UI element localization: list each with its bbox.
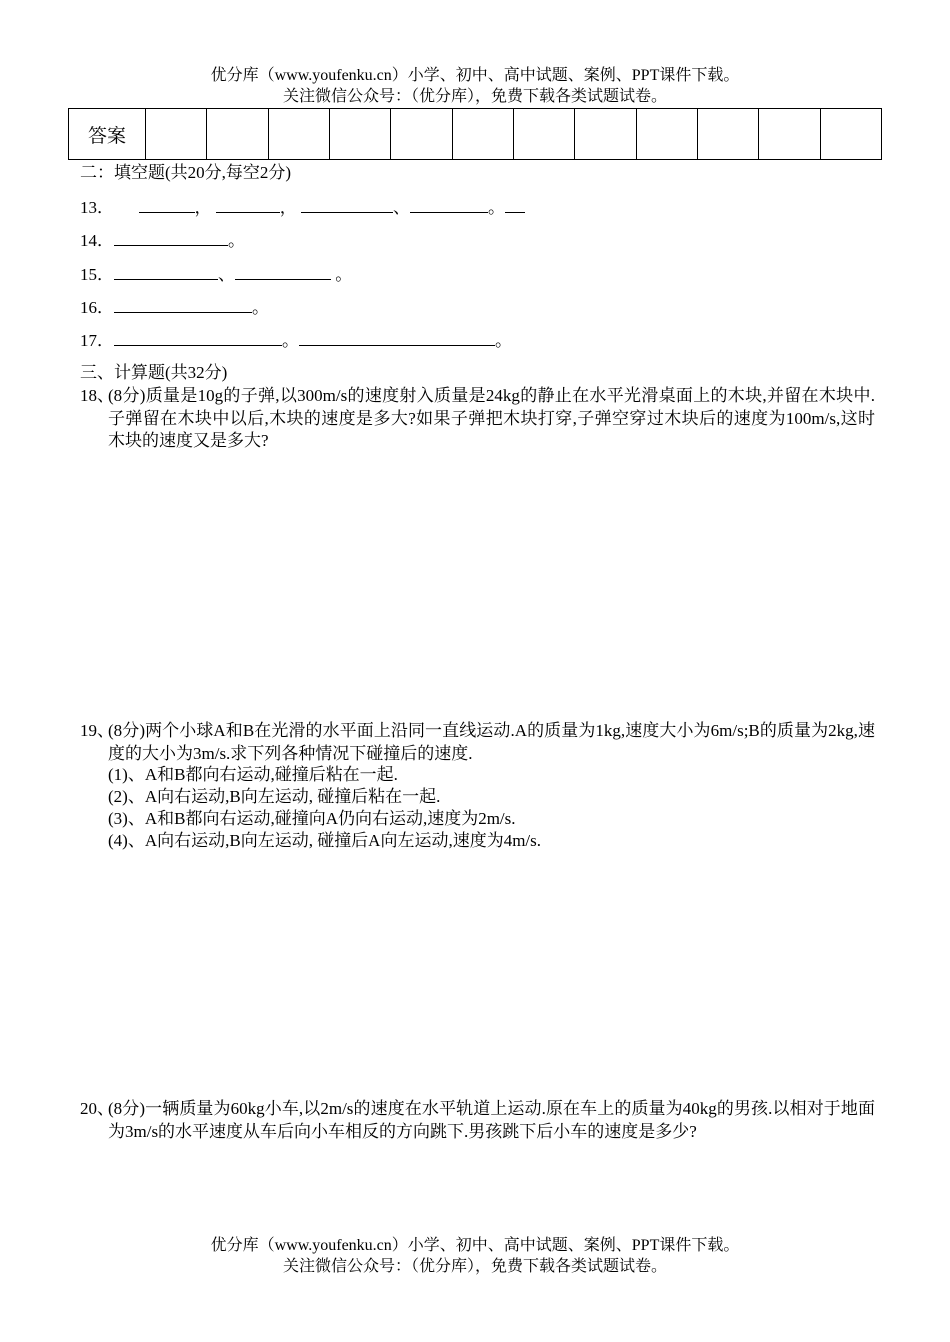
q17-blank-1[interactable] — [114, 329, 282, 346]
q13-blank-2[interactable] — [216, 196, 280, 213]
q13-blank-1[interactable] — [139, 196, 195, 213]
q19-item: (2)、A向右运动,B向左运动, 碰撞后粘在一起. — [108, 787, 441, 806]
q14-blank[interactable] — [114, 229, 228, 246]
q13-number: 13． — [80, 198, 114, 217]
q13-blank-3[interactable] — [301, 196, 393, 213]
answer-cell[interactable] — [391, 109, 452, 160]
q19-item: (3)、A和B都向右运动,碰撞向A仍向右运动,速度为2m/s. — [108, 809, 516, 828]
q15-number: 15． — [80, 265, 114, 284]
section3-title: 三、计算题(共32分) — [80, 363, 228, 382]
page-header-line1: 优分库（www.youfenku.cn）小学、初中、高中试题、案例、PPT课件下载。 — [210, 67, 740, 84]
question-14 — [80, 229, 245, 252]
q19-text: (8分)两个小球A和B在光滑的水平面上沿同一直线运动.A的质量为1kg,速度大小为6m/s;B的质量为2kg,速度的大小为3m/s.求下列各种情况下碰撞后的速度. — [108, 721, 875, 763]
q16-blank[interactable] — [114, 296, 252, 313]
q19-item: (1)、A和B都向右运动,碰撞后粘在一起. — [108, 765, 398, 784]
answer-cell[interactable] — [513, 109, 574, 160]
q15-sep: 、 — [218, 265, 235, 284]
question-16 — [80, 296, 269, 319]
q17-mid: 。 — [282, 331, 299, 350]
q17-end: 。 — [495, 331, 512, 350]
answer-cell[interactable] — [697, 109, 758, 160]
q13-sep2: ， — [279, 198, 297, 217]
q18-number: 18、 — [80, 386, 114, 405]
q17-blank-2[interactable] — [299, 329, 495, 346]
answer-table-row — [69, 109, 882, 160]
q20-number: 20、 — [80, 1099, 114, 1118]
q20-text: (8分)一辆质量为60kg小车,以2m/s的速度在水平轨道上运动.原在车上的质量为40kg的男孩.以相对于地面为3m/s的水平速度从车后向小车相反的方向跳下.男孩跳下后小车的速度是多少? — [108, 1099, 875, 1141]
section2-title: 二：填空题(共20分,每空2分) — [80, 163, 292, 182]
q19-item: (4)、A向右运动,B向左运动, 碰撞后A向左运动,速度为4m/s. — [108, 831, 542, 850]
q15-end: 。 — [335, 265, 353, 284]
question-19 — [80, 720, 875, 765]
q18-text: (8分)质量是10g的子弹,以300m/s的速度射入质量是24kg的静止在水平光滑桌面上的木块,并留在木块中.子弹留在木块中以后,木块的速度是多大?如果子弹把木块打穿,子弹空穿过木块后的速度为100m/s,这时木块的速度又是多大? — [108, 386, 875, 450]
answer-cell[interactable] — [146, 109, 207, 160]
answer-cell[interactable] — [329, 109, 390, 160]
q15-blank-2[interactable] — [235, 263, 331, 280]
answer-cell[interactable] — [207, 109, 268, 160]
question-13 — [80, 196, 525, 219]
q13-end: 。 — [488, 198, 505, 217]
question-18 — [80, 385, 875, 453]
page-header-line2: 关注微信公众号：（优分库），免费下载各类试题试卷。 — [282, 88, 667, 105]
question-15 — [80, 263, 352, 286]
q16-end: 。 — [252, 298, 269, 317]
page-footer-line1: 优分库（www.youfenku.cn）小学、初中、高中试题、案例、PPT课件下载。 — [210, 1237, 740, 1254]
answer-cell[interactable] — [636, 109, 697, 160]
answer-cell[interactable] — [575, 109, 636, 160]
answer-cell[interactable] — [820, 109, 881, 160]
answer-table — [68, 108, 882, 160]
q14-end: 。 — [228, 231, 245, 250]
question-20 — [80, 1098, 875, 1143]
q14-number: 14． — [80, 231, 114, 250]
q13-sep1: ， — [194, 198, 212, 217]
q15-blank-1[interactable] — [114, 263, 218, 280]
answer-label: 答案 — [69, 109, 146, 160]
answer-cell[interactable] — [452, 109, 513, 160]
q13-blank-4[interactable] — [410, 196, 488, 213]
q19-number: 19、 — [80, 721, 114, 740]
q16-number: 16． — [80, 298, 114, 317]
page-footer-line2: 关注微信公众号：（优分库），免费下载各类试题试卷。 — [282, 1258, 667, 1275]
q17-number: 17． — [80, 331, 114, 350]
q13-sep3: 、 — [393, 198, 410, 217]
answer-cell[interactable] — [268, 109, 329, 160]
q13-blank-5[interactable] — [505, 196, 525, 213]
answer-cell[interactable] — [759, 109, 820, 160]
question-17 — [80, 329, 512, 352]
